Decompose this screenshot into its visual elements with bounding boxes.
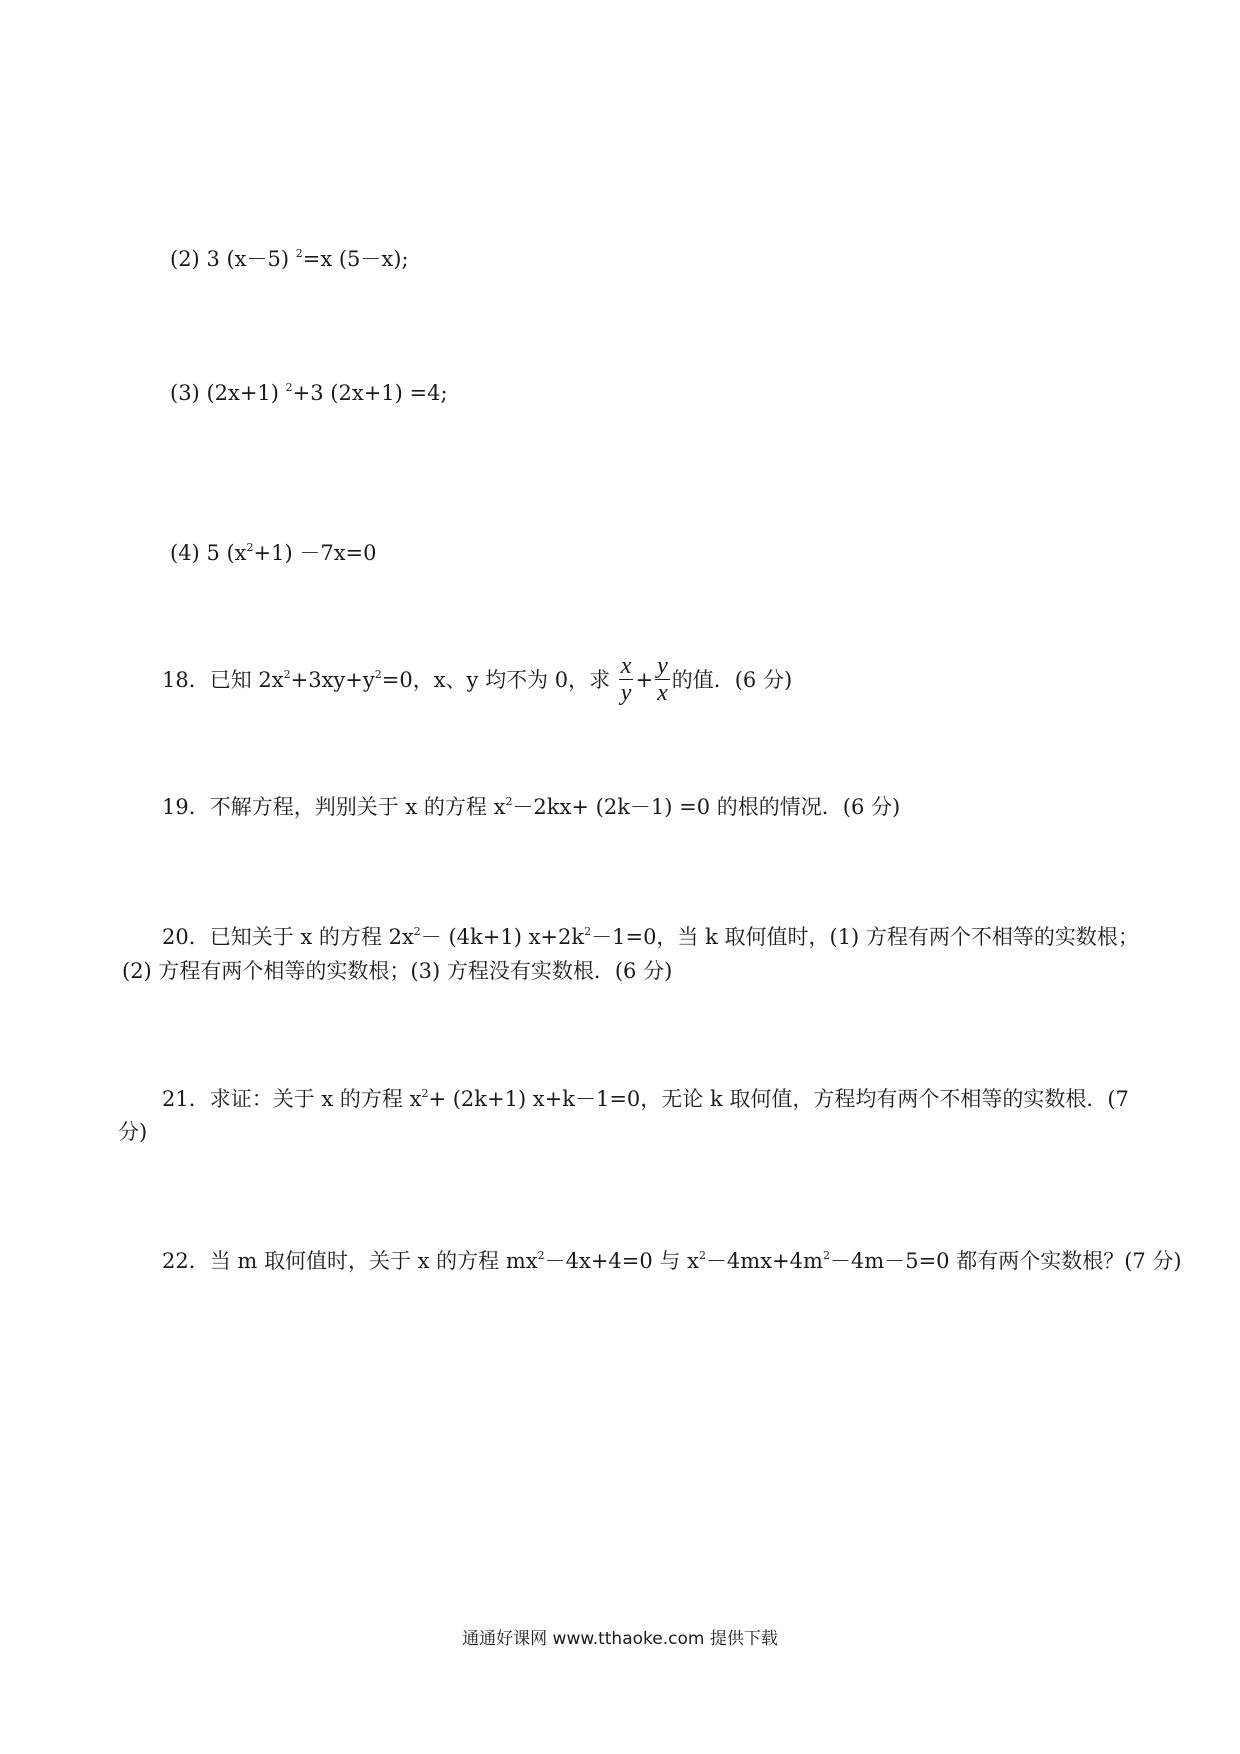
problem-21-line-2: 分) (118, 1120, 148, 1144)
problem-21: 21．求证：关于 x 的方程 $x^2+ (2k+1)$ x+k－1=0，无论 k 取何值，方程均有两个不相等的实数根．(7 (162, 1087, 1129, 1111)
fraction-x-over-y: $\frac{x}{y}$ (620, 653, 632, 706)
footer-text: 通通好课网 www.tthaoke.com 提供下载 (462, 1629, 778, 1649)
problem-20-line-2: (2) 方程有两个相等的实数根；(3) 方程没有实数根．(6 分) (122, 959, 673, 983)
problem-17-2: (2) 3 (x－5) $^2$=x (5－x); (170, 247, 409, 271)
problem-19: 19．不解方程，判别关于 x 的方程 $x^2-2kx+ (2k-1) =0$ 的根的情况．(6 分) (162, 795, 901, 819)
problem-20: 20．已知关于 x 的方程 $2x^2- (4k+1)$ $x+2k^2-1=0$，当 k 取何值时，(1) 方程有两个不相等的实数根； (162, 925, 1139, 949)
problem-17-4: (4) 5 $(x^2+1) -7x=0$ (170, 541, 377, 565)
fraction-y-over-x: $\frac{y}{x}$ (657, 653, 668, 706)
problem-17-3: (3) (2x+1) $^2$+3 (2x+1) =4; (170, 381, 448, 405)
problem-18: 18．已知 $2x^2+3xy+y^2=0$，x、y 均不为 0，求 $\frac{x}{y}$ + $\frac{y}{x}$ 的值．(6 分) (162, 653, 793, 706)
problem-22: 22．当 m 取何值时，关于 x 的方程 $mx^2-4x+4=0$ 与 $x^2-4mx+4m^2-4m-5=0$ 都有两个实数根？(7 分) (162, 1249, 1182, 1273)
